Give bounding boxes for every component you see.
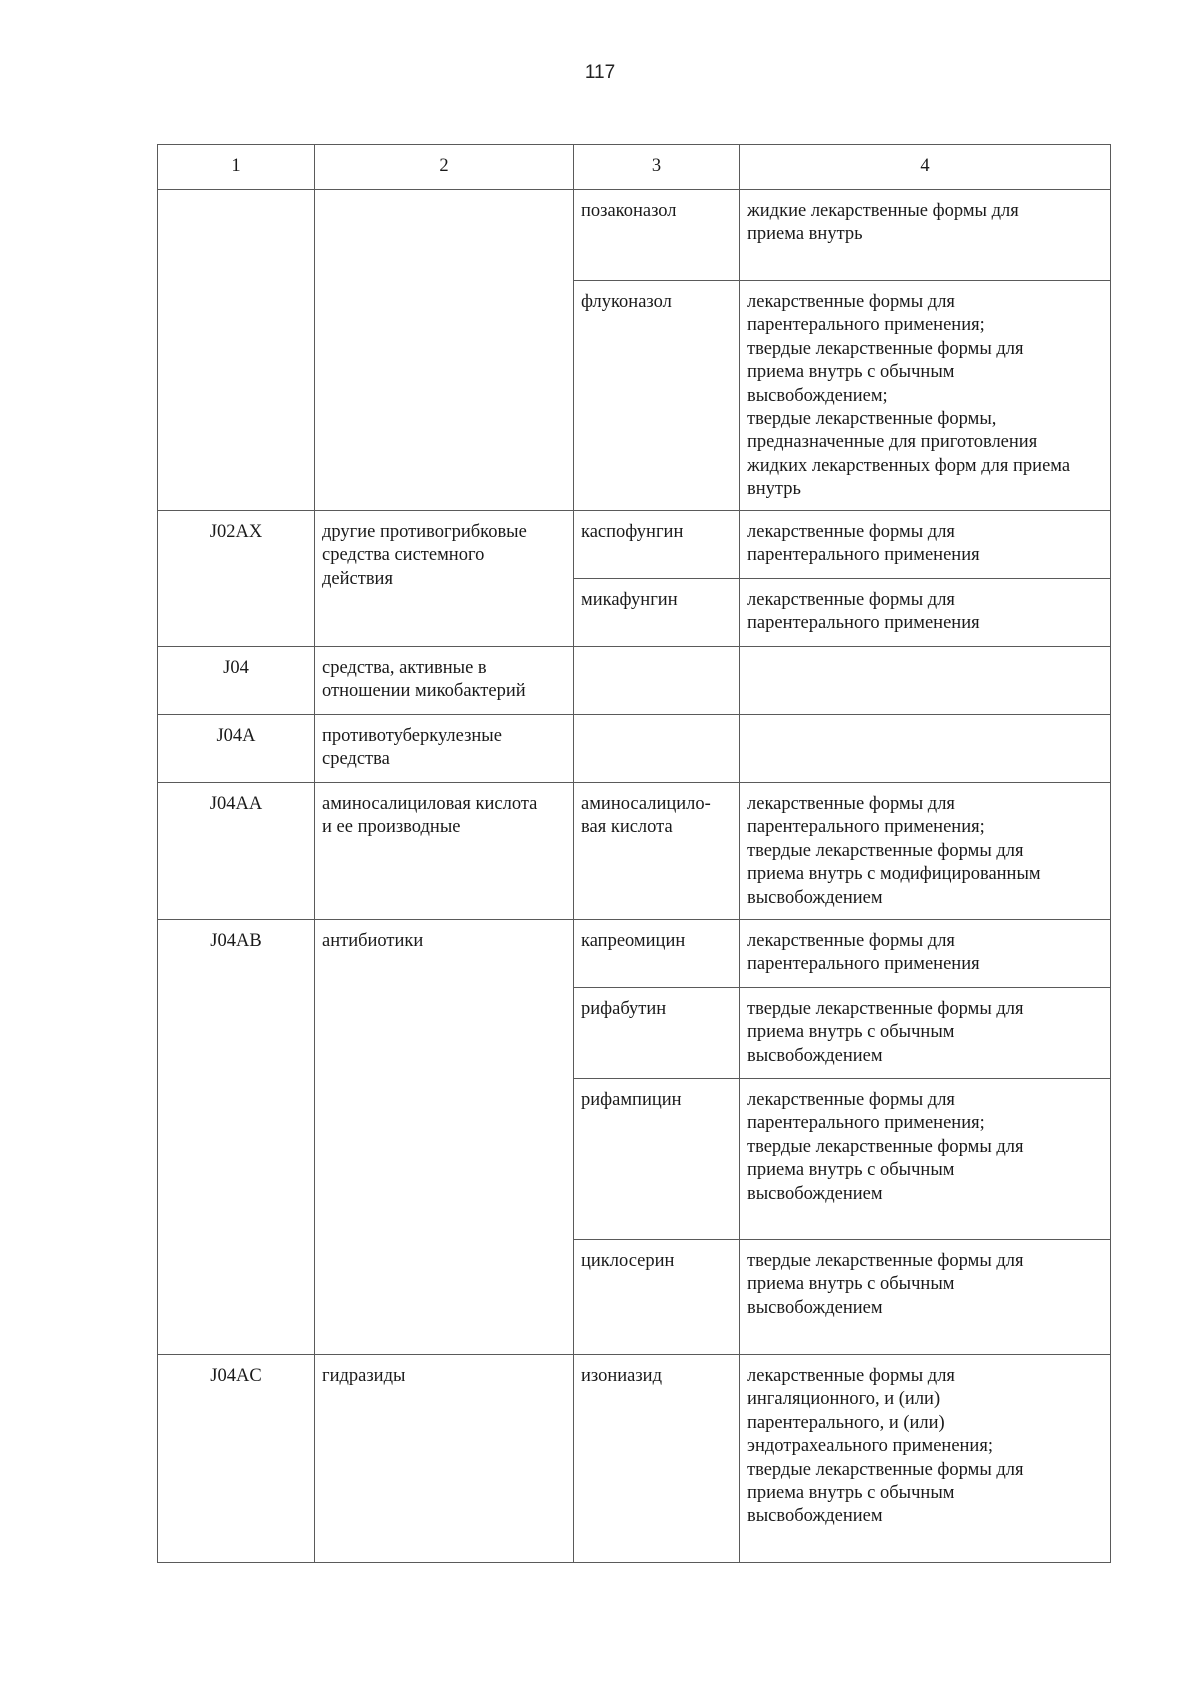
page-number: 117 [584, 62, 616, 83]
header-col-4: 4 [740, 145, 1111, 190]
atc-code-cell [158, 190, 315, 511]
dosage-forms-cell: лекарственные формы для парентерального применения [740, 511, 1111, 579]
atc-code-cell: J04AC [158, 1355, 315, 1563]
table-row [158, 647, 1111, 715]
table-row [158, 715, 1111, 783]
table-row [158, 783, 1111, 920]
header-col-2: 2 [315, 145, 574, 190]
drug-name-cell: каспофунгин [574, 511, 740, 579]
table-header-row [158, 145, 1111, 190]
group-name-cell: гидразиды [315, 1355, 574, 1563]
atc-code-cell: J02AX [158, 511, 315, 647]
drug-name-cell: флуконазол [574, 281, 740, 511]
group-name-cell: аминосалициловая кислота и ее производные [315, 783, 574, 920]
drug-name-cell: изониазид [574, 1355, 740, 1563]
header-col-3: 3 [574, 145, 740, 190]
dosage-forms-cell: твердые лекарственные формы для приема внутрь с обычным высвобождением [740, 988, 1111, 1079]
dosage-forms-cell [740, 715, 1111, 783]
dosage-forms-cell: лекарственные формы для ингаляционного, и (или) парентерального, и (или) эндотрахеального применения; твердые лекарственные формы для приема внутрь с обычным высвобождением [740, 1355, 1111, 1563]
group-name-cell: антибиотики [315, 920, 574, 1355]
drug-name-cell: позаконазол [574, 190, 740, 281]
dosage-forms-cell: лекарственные формы для парентерального применения; твердые лекарственные формы для приема внутрь с модифицированным высвобождением [740, 783, 1111, 920]
dosage-forms-cell: жидкие лекарственные формы для приема внутрь [740, 190, 1111, 281]
dosage-forms-cell: твердые лекарственные формы для приема внутрь с обычным высвобождением [740, 1240, 1111, 1355]
dosage-forms-cell [740, 647, 1111, 715]
dosage-forms-cell: лекарственные формы для парентерального применения; твердые лекарственные формы для приема внутрь с обычным высвобождением; твердые лекарственные формы, предназначенные для приготовления жидких лекарственных форм для приема внутрь [740, 281, 1111, 511]
group-name-cell: другие противогрибковые средства системного действия [315, 511, 574, 647]
header-col-1: 1 [158, 145, 315, 190]
table-row [158, 190, 1111, 281]
group-name-cell [315, 190, 574, 511]
atc-code-cell: J04AB [158, 920, 315, 1355]
group-name-cell: средства, активные в отношении микобактерий [315, 647, 574, 715]
drug-table [157, 144, 1111, 1563]
drug-name-cell: аминосалицило- вая кислота [574, 783, 740, 920]
atc-code-cell: J04 [158, 647, 315, 715]
atc-code-cell: J04AA [158, 783, 315, 920]
drug-name-cell: капреомицин [574, 920, 740, 988]
drug-name-cell: рифампицин [574, 1079, 740, 1240]
drug-name-cell: рифабутин [574, 988, 740, 1079]
table-row [158, 511, 1111, 579]
drug-name-cell [574, 715, 740, 783]
atc-code-cell: J04A [158, 715, 315, 783]
table-row [158, 1355, 1111, 1563]
drug-name-cell [574, 647, 740, 715]
dosage-forms-cell: лекарственные формы для парентерального применения; твердые лекарственные формы для приема внутрь с обычным высвобождением [740, 1079, 1111, 1240]
drug-name-cell: микафунгин [574, 579, 740, 647]
table-row [158, 920, 1111, 988]
drug-name-cell: циклосерин [574, 1240, 740, 1355]
group-name-cell: противотуберкулезные средства [315, 715, 574, 783]
dosage-forms-cell: лекарственные формы для парентерального применения [740, 920, 1111, 988]
dosage-forms-cell: лекарственные формы для парентерального применения [740, 579, 1111, 647]
